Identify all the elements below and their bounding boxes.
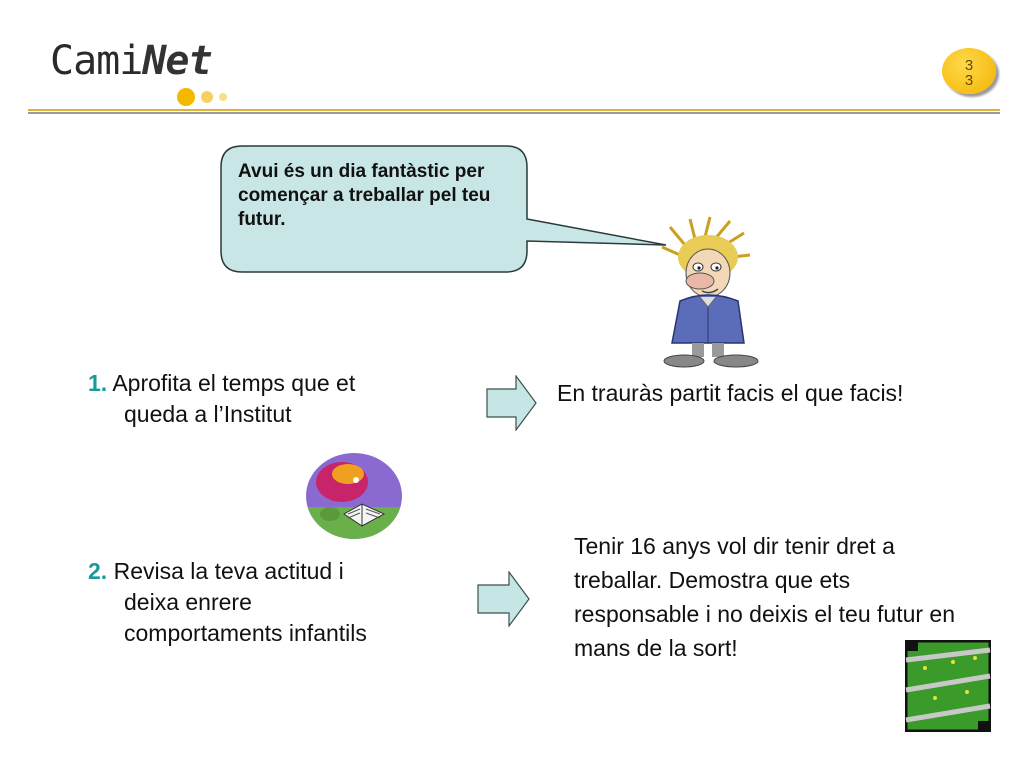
right-arrow-icon bbox=[486, 375, 538, 431]
step-2-line1: Revisa la teva actitud i bbox=[113, 558, 344, 584]
logo-name-part1: Cami bbox=[50, 38, 143, 84]
logo-dots-icon bbox=[176, 88, 236, 108]
logo-name-part2: Net bbox=[142, 38, 212, 84]
logo-text bbox=[50, 38, 212, 84]
step-2 bbox=[88, 556, 448, 649]
cartoon-man-icon bbox=[640, 215, 780, 370]
step-1-number: 1. bbox=[88, 370, 108, 396]
page-number: 33 bbox=[964, 57, 974, 89]
reading-person-icon bbox=[304, 452, 404, 540]
sports-field-icon bbox=[905, 640, 991, 732]
step-2-line3: comportaments infantils bbox=[124, 620, 367, 646]
right-arrow-icon bbox=[477, 571, 531, 627]
header-rule-gold bbox=[28, 109, 1000, 111]
step-1-line2: queda a l’Institut bbox=[124, 401, 292, 427]
step-2-result: Tenir 16 anys vol dir tenir dret a treballar. Demostra que ets responsable i no deixis el teu futur en mans de la sort! bbox=[574, 533, 956, 661]
step-1-line1: Aprofita el temps que et bbox=[112, 370, 356, 396]
caminet-logo bbox=[50, 38, 270, 108]
step-2-line2: deixa enrere bbox=[124, 589, 252, 615]
speech-bubble-text: Avui és un dia fantàstic per començar a treballar pel teu futur. bbox=[238, 161, 491, 230]
page-number-badge bbox=[942, 48, 996, 94]
step-2-number: 2. bbox=[88, 558, 108, 584]
step-1 bbox=[88, 368, 448, 430]
step-1-result: En trauràs partit facis el que facis! bbox=[557, 380, 904, 406]
header-rule-gray bbox=[28, 112, 1000, 114]
